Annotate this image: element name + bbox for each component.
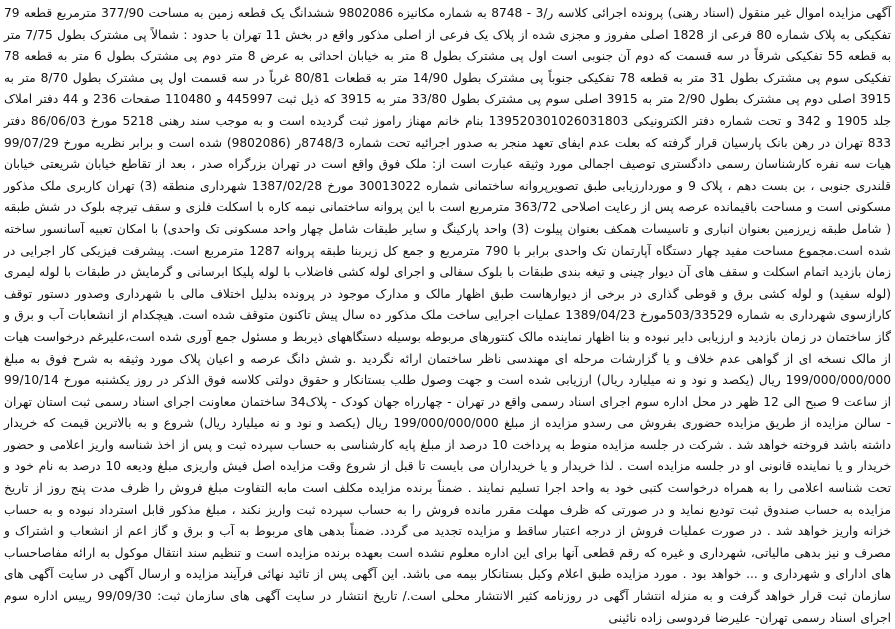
auction-notice-text: آگهی مزایده اموال غیر منقول (اسناد رهنی) پرونده اجرائی کلاسه ر/3 - 8748 به شماره مکانیزه 9802086 ششدانگ یک قطعه زمین به مساحت 377/90 مترمربع قطعه 79 تفکیکی به پلاک شماره 80 فرعی از 1828 اصلی مفروز و مجزی شده از پلاک یک فرعی از اصلی مذکور واقع در بخش 11 تهران با حدود : شمالاً پی مشترک بطول 7/75 متر به قطعه 55 تفکیکی شرقاً در سه قسمت که دوم آن جنوبی است اول پی مشترک بطول 8 متر به خیابان احداثی به عرض 8 متر دوم پی مشترک بطول 6 متر به قطعه 78 تفکیکی سوم پی مشترک بطول 31 متر به قطعه 78 تفکیکی جنوباً پی مشترک بطول 14/90 متر به قطعات 80/81 غرباً در سه قسمت اول پی مشترک بطول 8/70 متر به 3915 اصلی دوم پی مشترک بطول 2/90 متر به 3915 اصلی سوم پی مشترک بطول 33/80 متر به 3915 که ذیل ثبت 445997 و 110480 صفحات 236 و 44 دفتر املاک جلد 1905 و 342 و تحت شماره دفتر الکترونیکی 139520301026031803 بنام خانم مهناز راموز ثبت گردیده است و به موجب سند رهنی 5218 مورخ 86/06/03 دفتر 833 تهران در رهن بانک پارسیان قرار گرفته که بعلت عدم ایفای تعهد منجر به صدور اجرائیه تحت شماره 8748/3ر (9802086) شده است و برابر نظریه مورخ 99/07/29 هیات سه نفره کارشناسان رسمی دادگستری توصیف اجمالی مورد وثیقه عبارت است از: ملک فوق واقع است در تهران بزرگراه صدر ، بعد از تقاطع خیابان شریعتی خیابان قلندری جنوبی ، بن بست دهم ، پلاک 9 و موردارزیابی طبق تصویرپروانه ساختمانی شماره 30013022 مورخ 1387/02/28 شهرداری منطقه (3) تهران کاربری ملک مذکور مسکونی است و مساحت باقیمانده عرصه پس از رعایت اصلاحی 363/72 مترمربع است با این پروانه ساختمانی نیمه کاره با اسکلت فلزی و سقف تیرچه بلوک در شش طبقه ( شامل طبقه زیرزمین بعنوان انباری و تاسیسات همکف بعنوان پیلوت (3) واحد پارکینگ و سایر طبقات شامل چهار واحد مسکونی تک واحدی) با امکان تعبیه آسانسور ساخته شده است.مجموع مساحت مفید چهار دستگاه آپارتمان تک واحدی برابر با 790 مترمربع و جمع کل زیربنا طبقه پروانه 1287 مترمربع است. پیشرفت فیزیکی کار اجرایی در زمان بازدید اتمام اسکلت و سقف های آن دیوار چینی و تیغه بندی طبقات با بلوک سفالی و اجرای لوله کشی فاضلاب با لوله پلیکا ابرسانی و گرمایش در طبقات با لوله لیمری (لوله سفید) و لوله کشی برق و قوطی گذاری در برخی از دیوارهاست طبق اظهار مالک و مدارک موجود در پرونده بدلیل اختلاف مالی با شهرداری وصدور دستور توقف کارازسوی شهرداری به شماره 503/33529مورخ 1389/04/23 عملیات اجرایی ساخت ملک مذکور ده سال پیش تاکنون متوقف شده است. هیچکدام از انشعابات آب و برق و گاز ساختمان در زمان بازدید و ارزیابی دایر نبوده و بنا اظهار نماینده مالک کنتورهای مربوطه بوسیله دستگاههای ذیربط و مسئول جمع آوری شده است،علیرغم درخواست هیات از مالک نسخه ای از گواهی عدم خلاف و یا گزارشات مرحله ای مهندسی ناظر ساختمان ارائه نگردید .و شش دانگ عرصه و اعیان پلاک مورد وثیقه به شرح فوق به مبلغ 199/000/000/000 ریال (یکصد و نود و نه میلیارد ریال) ارزیابی شده است و جهت وصول طلب بستانکار و حقوق دولتی کلاسه فوق الذکر در روز یکشنبه مورخ 99/10/14 از ساعت 9 صبح الی 12 ظهر در محل اداره سوم اجرای اسناد رسمی واقع در تهران - چهارراه جهان کودک - پلاک34 ساختمان معاونت اجرای اسناد رسمی ثبت استان تهران - سالن مزایده از طریق مزایده حضوری بفروش می رسدو مزایده از مبلغ 199/000/000/000 ریال (یکصد و نود و نه میلیارد ریال) شروع و به بالاترین قیمت که خریدار داشته باشد فروخته خواهد شد . شرکت در جلسه مزایده منوط به پرداخت 10 درصد از مبلغ پایه کارشناسی به حساب سپرده ثبت و پس از اخذ شناسه واریز اعلامی و حضور خریدار و یا نماینده قانونی او در جلسه مزایده است . لذا خریدار و یا خریداران می بایست تا قبل از شروع وقت مزایده اصل فیش واریزی مبلغ ودیعه 10 درصد به نام خود و تحت شناسه اعلامی را به همراه درخواست کتبی خود به واحد اجرا تسلیم نمایند . ضمناً برنده مزایده مکلف است مابه التفاوت مبلغ فروش را ظرف مدت پنج روز از تاریخ مزایده به حساب صندوق ثبت تودیع نماید و در صورتی که ظرف مهلت مقرر مانده فروش را به حساب سپرده ثبت واریز نکند ، مبلغ مذکور قابل استرداد نبوده و به حساب خزانه واریز خواهد شد . در صورت عملیات فروش از درجه اعتبار ساقط و مزایده تجدید می گردد. ضمناً بدهی های مربوط به آب و برق و گاز اعم از انشعاب و اشتراک و مصرف و نیز بدهی مالیاتی، شهرداری و غیره که رقم قطعی آنها برای این اداره معلوم نشده است بعهده برنده مزایده است و تنظیم سند انتقال موکول به ارائه مفاصاحساب های ادارای و شهرداری و ... خواهد بود . مورد مزایده طبق اعلام وکیل بستانکار بیمه می باشد. این آگهی پس از تائید نهائی فرآیند مزایده و ارسال آگهی در سایت آگهی های سازمان ثبت قرار خواهد گرفت و به منزله انتشار آگهی در روزنامه کثیر الانتشار محلی است./ تاریخ انتشار در سایت آگهی های سازمان ثبت: 99/09/30 رییس اداره سوم اجرای اسناد رسمی تهران- علیرضا فردوسی زاده نائینی [4, 6, 892, 625]
